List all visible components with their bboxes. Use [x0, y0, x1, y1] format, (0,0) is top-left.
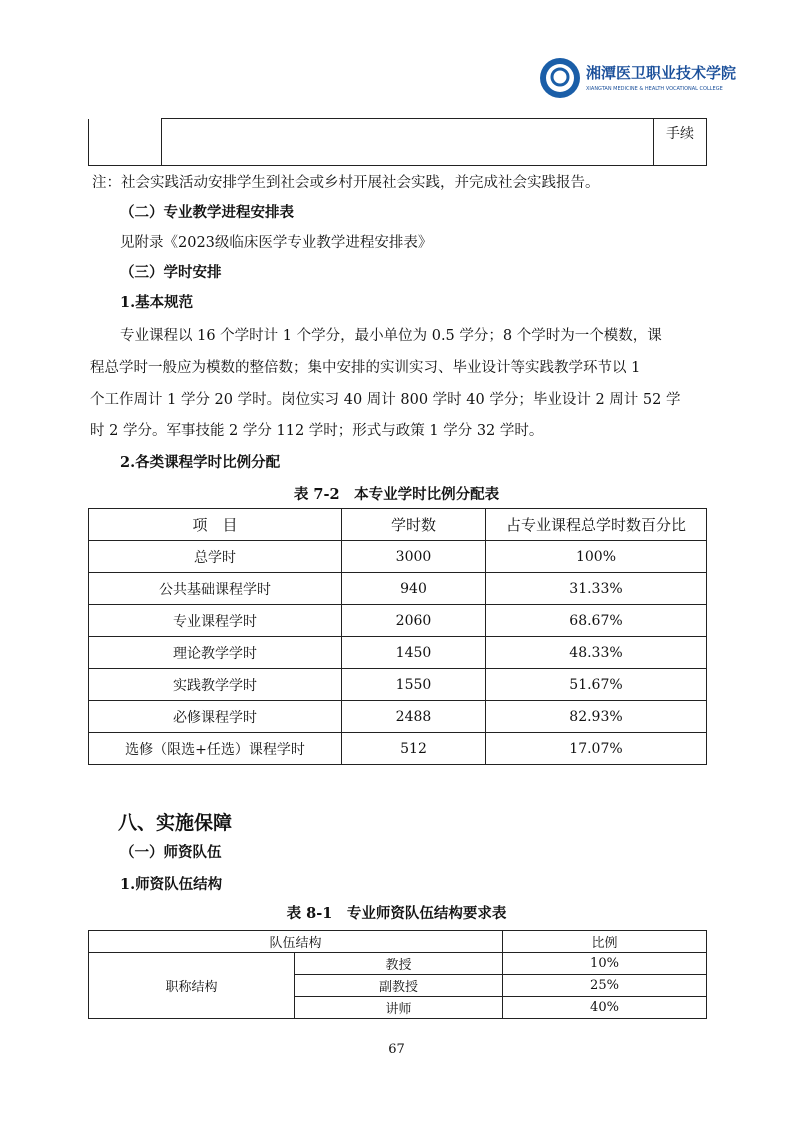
table-cell: 48.33% — [486, 637, 707, 669]
column-header: 比例 — [503, 931, 707, 953]
table-cell: 25% — [503, 975, 707, 997]
column-header: 项 目 — [89, 509, 342, 541]
table-cell: 2488 — [342, 701, 486, 733]
table-title: 表 7-2 本专业学时比例分配表 — [293, 486, 500, 503]
table-cell: 实践教学学时 — [89, 669, 342, 701]
table-cell: 3000 — [342, 541, 486, 573]
paragraph-line: 个工作周计 1 学分 20 学时。岗位实习 40 周计 800 学时 40 学分；毕业设计 2 周计 52 学 — [90, 392, 681, 408]
hours-ratio-table — [88, 508, 707, 765]
table-cell: 总学时 — [89, 541, 342, 573]
table-cell: 公共基础课程学时 — [89, 573, 342, 605]
table-row — [89, 733, 707, 765]
page-number: 67 — [388, 1042, 405, 1057]
table-row — [89, 637, 707, 669]
column-header: 占专业课程总学时数百分比 — [486, 509, 707, 541]
table-cell: 512 — [342, 733, 486, 765]
table-row — [89, 701, 707, 733]
svg-text:湘潭医卫职业技术学院: 湘潭医卫职业技术学院 — [586, 64, 737, 82]
table-cell: 手续 — [654, 119, 707, 166]
subsection-heading: 2.各类课程学时比例分配 — [120, 454, 281, 471]
section-heading: （一）师资队伍 — [120, 844, 222, 861]
group-cell: 职称结构 — [89, 953, 295, 1019]
paragraph-line: 时 2 学分。军事技能 2 学分 112 学时；形式与政策 1 学分 32 学时。 — [90, 423, 544, 439]
table-title: 表 8-1 专业师资队伍结构要求表 — [286, 905, 507, 922]
table-cell: 专业课程学时 — [89, 605, 342, 637]
chapter-heading: 八、实施保障 — [118, 812, 233, 834]
table-row — [89, 605, 707, 637]
table-cell: 10% — [503, 953, 707, 975]
table-cell: 1550 — [342, 669, 486, 701]
table-row — [89, 669, 707, 701]
table-cell: 100% — [486, 541, 707, 573]
table-cell: 940 — [342, 573, 486, 605]
table-cell: 理论教学学时 — [89, 637, 342, 669]
table-cell: 51.67% — [486, 669, 707, 701]
table-row — [89, 541, 707, 573]
table-cell: 68.67% — [486, 605, 707, 637]
column-header: 队伍结构 — [89, 931, 503, 953]
table-cell: 选修（限选+任选）课程学时 — [89, 733, 342, 765]
column-header: 学时数 — [342, 509, 486, 541]
table-cell: 40% — [503, 997, 707, 1019]
table-cell: 教授 — [295, 953, 503, 975]
note: 注：社会实践活动安排学生到社会或乡村开展社会实践，并完成社会实践报告。 — [92, 175, 600, 191]
table-row — [89, 573, 707, 605]
table-header-row — [89, 509, 707, 541]
continued-table — [88, 118, 707, 166]
table-cell: 2060 — [342, 605, 486, 637]
paragraph-line: 专业课程以 16 个学时计 1 个学分，最小单位为 0.5 学分；8 个学时为一个模数，课 — [120, 328, 662, 344]
table-cell: 讲师 — [295, 997, 503, 1019]
svg-text:XIANGTAN MEDICINE & HEALTH VOC: XIANGTAN MEDICINE & HEALTH VOCATIONAL COLLEGE — [586, 86, 723, 92]
section-heading: （二）专业教学进程安排表 — [120, 204, 294, 221]
section-heading: （三）学时安排 — [120, 264, 222, 281]
subsection-heading: 1.基本规范 — [120, 294, 194, 311]
table-cell: 1450 — [342, 637, 486, 669]
table-cell: 副教授 — [295, 975, 503, 997]
table-cell: 82.93% — [486, 701, 707, 733]
table-cell: 17.07% — [486, 733, 707, 765]
paragraph: 见附录《2023级临床医学专业教学进程安排表》 — [120, 235, 433, 251]
table-cell: 31.33% — [486, 573, 707, 605]
subsection-heading: 1.师资队伍结构 — [120, 876, 223, 893]
college-logo — [538, 56, 737, 100]
table-cell: 必修课程学时 — [89, 701, 342, 733]
paragraph-line: 程总学时一般应为模数的整倍数；集中安排的实训实习、毕业设计等实践教学环节以 1 — [90, 360, 641, 376]
faculty-structure-table — [88, 930, 707, 1019]
